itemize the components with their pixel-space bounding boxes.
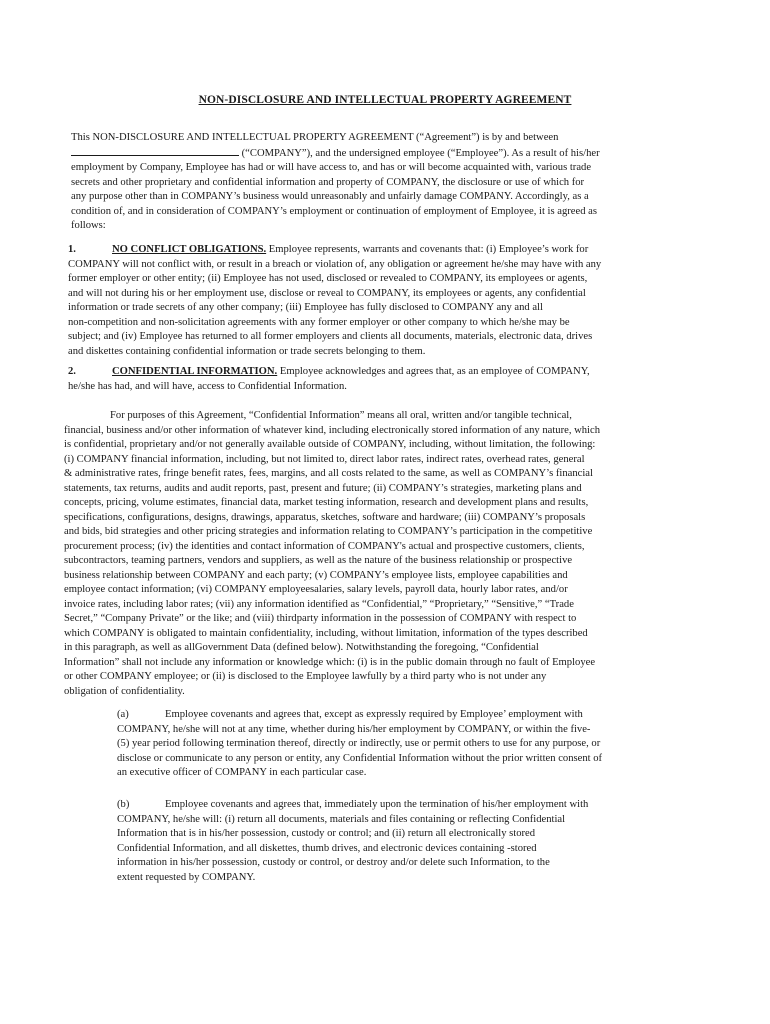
clause-a-line: an executive officer of COMPANY in each particular case. (117, 767, 367, 778)
clause-b-first-line (117, 798, 588, 813)
clause-b-line: COMPANY, he/she will: (i) return all documents, materials and files containing or reflecting Confidential (117, 813, 566, 825)
clause-b-line: information in his/her possession, custody or control, or destroy and/or delete such Information, to the (117, 857, 550, 868)
clause-label: (b) (117, 799, 130, 810)
definition-line: which COMPANY is obligated to maintain confidentiality, including, without limitation, information of the types described (64, 627, 588, 639)
section-1-line: subject; and (iv) Employee has returned to all former employers and clients all documents, materials, electronic data, drives (68, 331, 593, 342)
definition-line: business relationship between COMPANY and each party; (v) COMPANY’s employee lists, employee capabilities and (64, 569, 568, 581)
clause-a-line: (5) year period following termination thereof, directly or indirectly, use or permit others to use for any purpose, or (117, 738, 601, 749)
section-1-line: information or trade secrets of any other company; (iii) Employee has fully disclosed to COMPANY any and all (68, 302, 543, 313)
definition-line: statements, tax returns, audits and audit reports, past, present and future; (ii) COMPANY’s strategies, marketing plans and (64, 482, 582, 494)
intro-line (71, 146, 600, 162)
section-text: Employee acknowledges and agrees that, as an employee of COMPANY, (277, 366, 590, 377)
section-2-heading-line (68, 365, 590, 380)
clause-a (117, 708, 602, 781)
intro-line: This NON-DISCLOSURE AND INTELLECTUAL PROPERTY AGREEMENT (“Agreement”) is by and between (71, 132, 559, 143)
intro-line: follows: (71, 220, 106, 231)
definition-line: obligation of confidentiality. (64, 685, 185, 697)
section-1-line: and will not during his or her employment use, disclose or reveal to COMPANY, its employees or agents, any confidential (68, 287, 586, 299)
definition-line: Secret,” “Company Private” or the like; and (viii) thirdparty information in the possession of COMPANY with respect to (64, 613, 577, 624)
section-1-line: COMPANY will not conflict with, or result in a breach or violation of, any obligation or agreement he/she may have with any (68, 258, 602, 270)
clause-b-line: Information that is in his/her possession, custody or control; and (ii) return all electronically stored (117, 828, 536, 839)
definition-line: in this paragraph, as well as allGovernment Data (defined below). Notwithstanding the foregoing, “Confidential (64, 642, 539, 653)
clause-b-line: extent requested by COMPANY. (117, 871, 256, 883)
definition-line: employee contact information; (vi) COMPANY employeesalaries, salary levels, payroll data, hourly labor rates, and/or (64, 584, 568, 595)
clause-b-line: Confidential Information, and all diskettes, thumb drives, and electronic devices containing -stored (117, 842, 537, 854)
clause-label: (a) (117, 709, 129, 720)
clause-a-line: disclose or communicate to any person or entity, any Confidential Information without the prior written consent of (117, 752, 603, 764)
section-number: 1. (68, 244, 76, 255)
section-number: 2. (68, 366, 76, 377)
definition-line: invoice rates, including labor rates; (vii) any information identified as “Confidential,” “Proprietary,” “Sensitive,” “Trade (64, 598, 574, 610)
intro-paragraph (71, 131, 600, 234)
clause-a-first-line (117, 708, 602, 723)
intro-line: employment by Company, Employee has had or will have access to, and has or will become acquainted with, various trade (71, 162, 592, 173)
definition-line: procurement process; (iv) the identities and contact information of COMPANY's actual and prospective customers, clients, (64, 540, 585, 552)
definition-line: concepts, pricing, volume estimates, financial data, market testing information, research and development plans and results, (64, 497, 589, 508)
section-1-heading-line (68, 243, 601, 258)
definition-line: or other COMPANY employee; or (ii) is disclosed to the Employee lawfully by a third party who is not under any (64, 671, 547, 682)
intro-line-text: (“COMPANY”), and the undersigned employee (“Employee”). As a result of his/her (241, 147, 600, 159)
definition-line: and bids, bid strategies and other pricing strategies and information relating to COMPANY’s participation in the competitive (64, 526, 593, 537)
section-1-line: and diskettes containing confidential information or trade secrets belonging to them. (68, 345, 426, 357)
section-2-line: he/she has had, and will have, access to Confidential Information. (68, 380, 347, 392)
section-text: Employee represents, warrants and covenants that: (i) Employee’s work for (266, 244, 589, 255)
company-name-blank (71, 146, 239, 156)
document-title: NON-DISCLOSURE AND INTELLECTUAL PROPERTY AGREEMENT (198, 94, 572, 106)
clause-text: Employee covenants and agrees that, immediately upon the termination of his/her employment with (165, 799, 589, 810)
definition-line: Information” shall not include any information or knowledge which: (i) is in the public domain through no fault of Employee (64, 656, 596, 668)
definition-line: specifications, configurations, designs, drawings, apparatus, sketches, software and hardware; (iii) COMPANY’s proposals (64, 511, 586, 523)
definition-line: subcontractors, teaming partners, vendors and suppliers, as well as the nature of the business relationship or prospective (64, 555, 573, 566)
intro-line: secrets and other proprietary and confidential information and property of COMPANY, the disclosure or use of which for (71, 176, 585, 188)
intro-line: any purpose other than in COMPANY’s business would unreasonably and unfairly damage COMPANY. Accordingly, as a (71, 191, 589, 202)
clause-a-line: COMPANY, he/she will not at any time, whether during his/her employment by COMPANY, or within the five- (117, 723, 591, 735)
section-1 (68, 243, 601, 359)
section-heading: CONFIDENTIAL INFORMATION. (112, 366, 278, 377)
section-1-line: non-competition and non-solicitation agreements with any former employer or other company to which he/she may be (68, 316, 570, 328)
intro-line: condition of, and in consideration of COMPANY’s employment or continuation of employment of Employee, it is agreed as (71, 205, 597, 217)
definition-line: financial, business and/or other information of whatever kind, including electronically stored information of any nature, which (64, 424, 601, 436)
section-heading: NO CONFLICT OBLIGATIONS. (112, 244, 267, 255)
definition-line: & administrative rates, fringe benefit rates, fees, margins, and all costs related to the same, as well as COMPANY’s financial (64, 468, 593, 479)
definition-line: (i) COMPANY financial information, including, but not limited to, direct labor rates, indirect rates, overhead rates, general (64, 453, 585, 465)
definition-line: is confidential, proprietary and/or not generally available outside of COMPANY, including, without limitation, the following: (64, 439, 596, 450)
section-1-line: former employer or other entity; (ii) Employee has not used, disclosed or revealed to COMPANY, its employees or agents, (68, 273, 588, 284)
definition-paragraph (64, 409, 600, 699)
section-2 (68, 365, 590, 394)
clause-text: Employee covenants and agrees that, except as expressly required by Employee’ employment with (165, 709, 583, 720)
clause-b (117, 798, 588, 885)
definition-line: For purposes of this Agreement, “Confidential Information” means all oral, written and/or tangible technical, (110, 410, 572, 421)
